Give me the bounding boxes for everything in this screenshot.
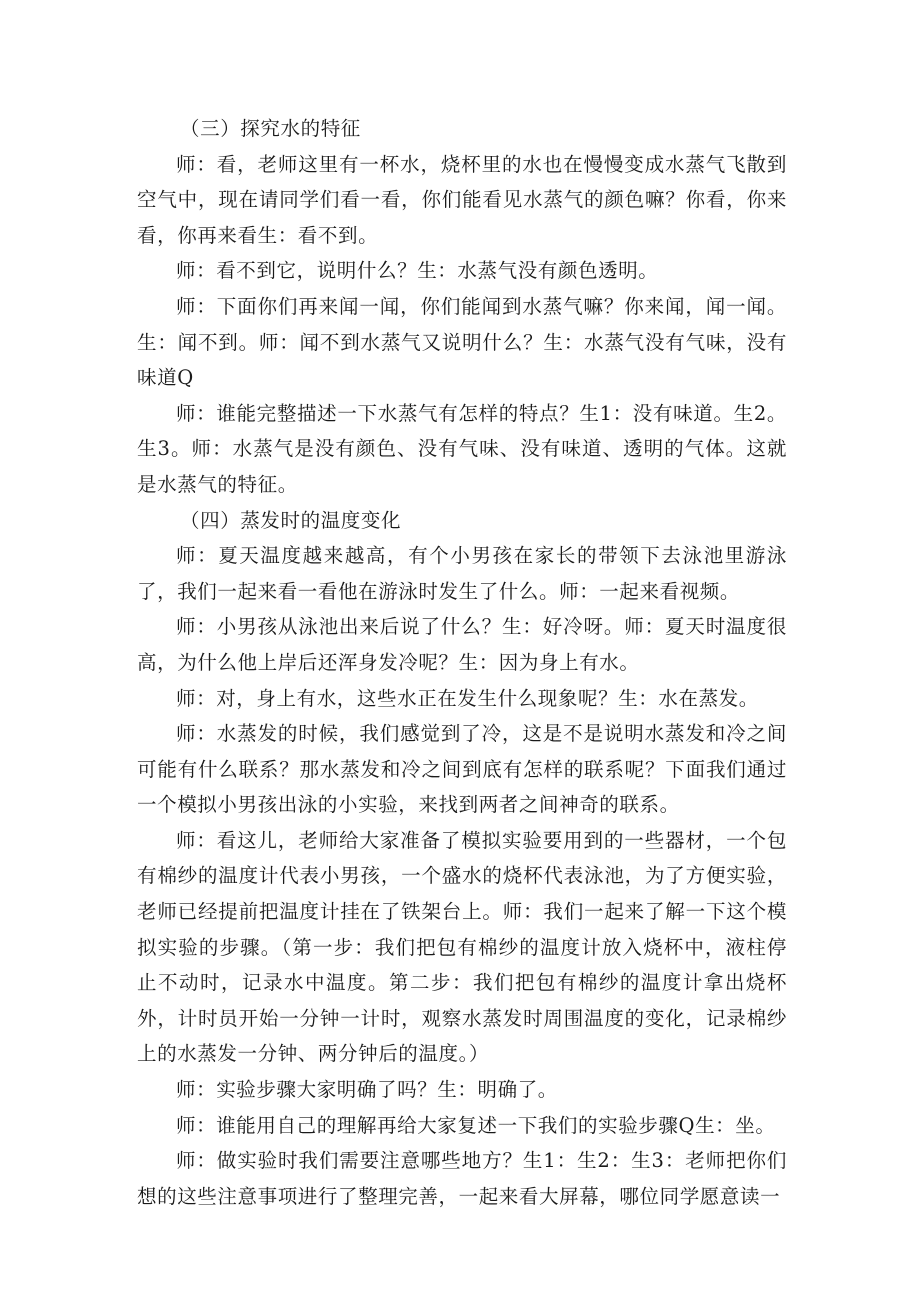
paragraph: 师：看，老师这里有一杯水，烧杯里的水也在慢慢变成水蒸气飞散到空气中，现在请同学们看一看，你们能看见水蒸气的颜色嘛？你看，你来看，你再来看生：看不到。 [137,152,787,247]
section-heading-explore-water: （三）探究水的特征 [180,117,361,140]
paragraph: 师：谁能用自己的理解再给大家复述一下我们的实验步骤Q生：坐。 [176,1113,776,1137]
paragraph: 师：做实验时我们需要注意哪些地方？生1：生2：生3：老师把你们想的这些注意事项进行了整理完善，一起来看大屏幕，哪位同学愿意读一 [137,1149,787,1208]
paragraph: 师：谁能完整描述一下水蒸气有怎样的特点？生1：没有味道。生2。生3。师：水蒸气是没有颜色、没有气味、没有味道、透明的气体。这就是水蒸气的特征。 [137,401,787,496]
paragraph: 师：水蒸发的时候，我们感觉到了冷，这是不是说明水蒸发和冷之间可能有什么联系？那水蒸发和冷之间到底有怎样的联系呢？下面我们通过一个模拟小男孩出泳的小实验，来找到两者之间神奇的联系。 [137,722,787,817]
section-heading-evaporation-temperature: （四）蒸发时的温度变化 [180,508,402,532]
paragraph: 师：看不到它，说明什么？生：水蒸气没有颜色透明。 [176,259,659,283]
paragraph: 师：下面你们再来闻一闻，你们能闻到水蒸气嘛？你来闻，闻一闻。生：闻不到。师：闻不到水蒸气又说明什么？生：水蒸气没有气味，没有味道Q [137,294,787,390]
paragraph: 师：实验步骤大家明确了吗？生：明确了。 [176,1078,558,1102]
paragraph: 师：夏天温度越来越高，有个小男孩在家长的带领下去泳池里游泳了，我们一起来看一看他在游泳时发生了什么。师：一起来看视频。 [137,544,787,603]
paragraph: 师：小男孩从泳池出来后说了什么？生：好冷呀。师：夏天时温度很高，为什么他上岸后还浑身发冷呢？生：因为身上有水。 [137,615,787,674]
paragraph: 师：看这儿，老师给大家准备了模拟实验要用到的一些器材，一个包有棉纱的温度计代表小男孩，一个盛水的烧杯代表泳池，为了方便实验，老师已经提前把温度计挂在了铁架台上。师：我们一起来了解一下这个模拟实验的步骤。（第一步：我们把包有棉纱的温度计放入烧杯中，液柱停止不动时，记录水中温度。第二步：我们把包有棉纱的温度计拿出烧杯外，计时员开始一分钟一计时，观察水蒸发时周围温度的变化，记录棉纱上的水蒸发一分钟、两分钟后的温度。） [137,828,787,1066]
paragraph: 师：对，身上有水，这些水正在发生什么现象呢？生：水在蒸发。 [176,686,759,710]
document-body [137,111,787,1214]
